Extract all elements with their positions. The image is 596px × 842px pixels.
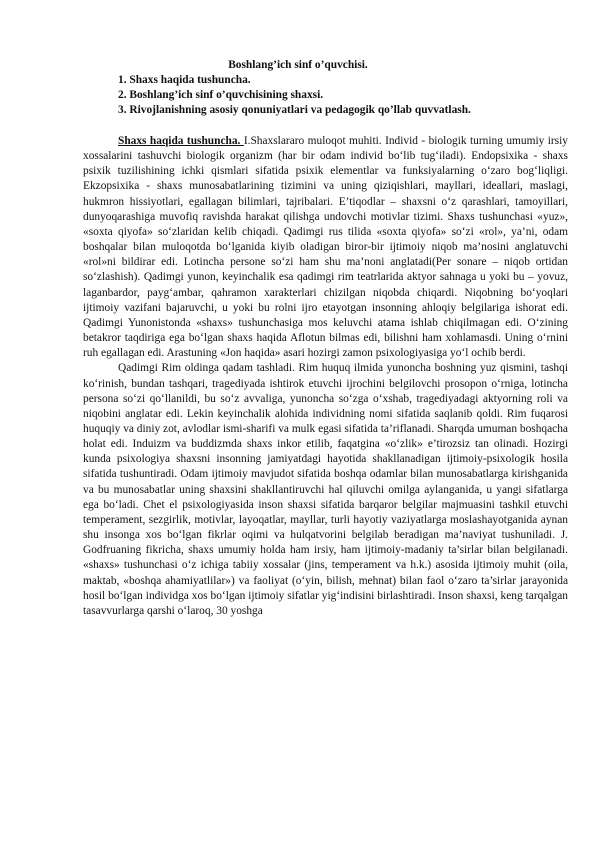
paragraph-1-text: I.Shaxslararo muloqot muhiti. Individ - biologik turning umumiy irsiy xossalarini tashuvchi biologik organizm (har bir odam individ boʻlib tugʻiladi). Endopsixika - shaxs psixik tuzilishining ichki qismlari sifatida psixik elementlar va funksiyalarning oʻzaro bogʻliqligi. Ekzopsixika - shaxs munosabatlarining tizimini va uning qiziqishlari, mayllari, ideallari, maslagi, hukmron hissiyotlari, egallagan bilimlari, tajribalari. E’tiqodlar – shaxsni oʻz qarashlari, tamoyillari, dunyoqarashiga muvofiq ravishda harakat qilishga undovchi motivlar tizimi. Shaxs tushunchasi «yuz», «soxta qiyofa» soʻzlaridan kelib chiqadi. Qadimgi rus tilida «soxta qiyofa» soʻzi «rol», ya’ni, odam boshqalar bilan muloqotda boʻlganida kiyib oladigan biror-bir ijtimoiy niqob ma’nosini anglatuvchi «rol»ni bildirar edi. Lotincha persone soʻzi ham shu ma’noni anglatadi(Per sonare – niqob ortidan soʻzlashish). Qadimgi yunon, keyinchalik esa qadimgi rim teatrlarida aktyor sahnaga u yoki bu – yovuz, laganbardor, paygʻambar, qahramon xarakterlari chizilgan niqobda chiqardi. Niqobning boʻyoqlari ijtimoiy vazifani bajaruvchi, u yoki bu rolni ijro etayotgan insonning ahloqiy belgilariga ishorat edi. Qadimgi Yunonistonda «shaxs» tushunchasiga mos keluvchi atama ishlab chiqilmagan edi. Oʻzining betakror taqdiriga ega boʻlgan shaxs haqida Aflotun bilmas edi, bilishni ham xohlamasdi. Uning oʻrnini ruh egallagan edi. Arastuning «Jon haqida» asari hozirgi zamon psixologiyasiga yoʻl ochib berdi. xyxy=(83,135,568,360)
document-title: Boshlang’ich sinf o’quvchisi. xyxy=(228,59,368,71)
section-heading: Shaxs haqida tushuncha. xyxy=(118,135,244,147)
paragraph-2: Qadimgi Rim oldinga qadam tashladi. Rim huquq ilmida yunoncha boshning yuz qismini, tashqi koʻrinish, bundan tashqari, tragediyada ishtirok etuvchi ijrochini belgilovchi prosopon oʻrniga, lotincha persona soʻzi qoʻllanildi, bu soʻz avvaliga, yunoncha soʻzga oʻxshab, tragediyadagi aktyorning roli va niqobini anglatar edi. Lekin keyinchalik alohida individning nomi sifatida saqlanib qoldi. Rim fuqarosi huquqiy va diniy zot, avlodlar ismi-sharifi va mulk egasi sifatida ta’riflanadi. Sharqda umuman boshqacha holat edi. Induizm va buddizmda shaxs inkor etilib, faqatgina «oʻzlik» e’tirozsiz tan olinadi. Hozirgi kunda psixologiya shaxsni insonning jamiyatdagi hayotida shakllanadigan ijtimoiy-psixologik hosila sifatida tushuntiradi. Odam ijtimoiy mavjudot sifatida boshqa odamlar bilan munosabatlarga kirishganida va bu munosabatlar uning shaxsini shakllantiruvchi hal qiluvchi omilga aylanganida, u yangi sifatlarga ega boʻladi. Chet el psixologiyasida inson shaxsi sifatida barqaror belgilar majmuasini tashkil etuvchi temperament, sezgirlik, motivlar, layoqatlar, mayllar, turli hayotiy vaziyatlarga moslashayotganida aynan shu insonga xos boʻlgan fikrlar oqimi va hulqatvorini belgilab beradigan ma’naviyat tushuniladi. J. Godfruaning fikricha, shaxs umumiy holda ham irsiy, ham ijtimoiy-madaniy ta’sirlar bilan belgilanadi. «shaxs» tushunchasi oʻz ichiga tabiiy xossalar (jins, temperament va h.k.) asosida ijtimoiy muhit (oila, maktab, «boshqa ahamiyatlilar») va faoliyat (oʻyin, bilish, mehnat) bilan faol oʻzaro ta’sirlar jarayonida hosil boʻlgan individga xos boʻlgan ijtimoiy sifatlar yigʻindisini birlashtiradi. Inson shaxsi, keng tarqalgan tasavvurlarga qarshi oʻlaroq, 30 yoshga xyxy=(83,362,568,617)
document-body xyxy=(83,134,568,619)
plan-item-2: 2. Boshlang’ich sinf o’quvchisining shaxsi. xyxy=(118,89,324,102)
plan-item-3: 3. Rivojlanishning asosiy qonuniyatlari va pedagogik qo’llab quvvatlash. xyxy=(118,104,471,117)
lecture-plan-list xyxy=(118,73,568,118)
paragraph-1 xyxy=(83,134,568,361)
plan-item-1: 1. Shaxs haqida tushuncha. xyxy=(118,74,251,86)
